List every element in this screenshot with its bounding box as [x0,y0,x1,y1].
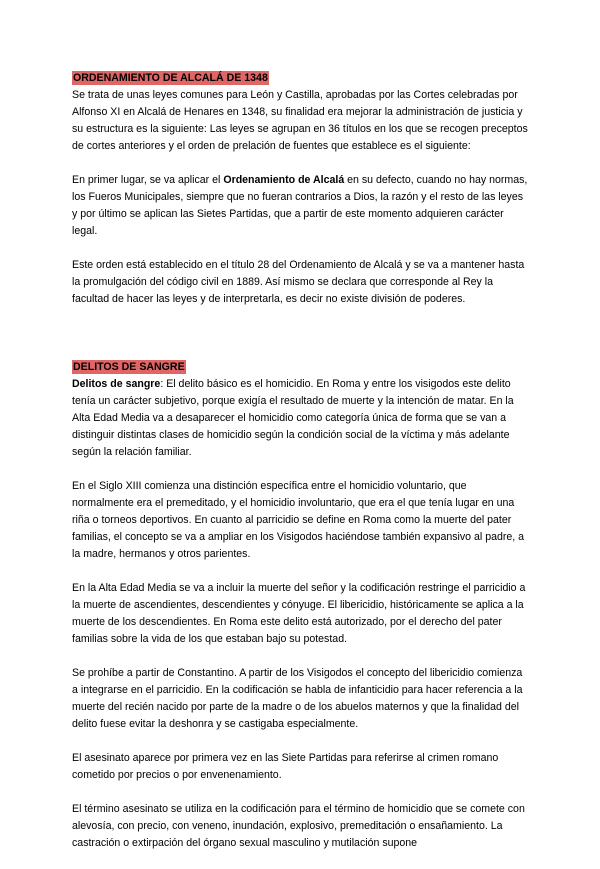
document-page [72,70,530,869]
section-gap [72,325,530,359]
paragraph-text: en su defecto, cuando no hay normas, los Fueros Municipales, siempre que no fueran contrarios a Dios, la razón y el resto de las leyes y por último se aplican las Sietes Partidas, que a partir de este momento adquieren carácter legal. [72,174,528,237]
paragraph: En el Siglo XIII comienza una distinción específica entre el homicidio voluntario, que normalmente era el premeditado, y el homicidio involuntario, que era el que tenía lugar en una riña o torneos deportivos. En cuanto al parricidio se define en Roma como la muerte del pater familias, el concepto se va a ampliar en los Visigodos haciéndose también expansivo al padre, a la madre, hermanos y otros parientes. [72,480,525,560]
section-ordenamiento [72,70,530,308]
paragraph [72,172,530,240]
section-delitos [72,359,530,852]
paragraph-text: : El delito básico es el homicidio. En Roma y entre los visigodos este delito tenía un carácter subjetivo, porque exigía el resultado de muerte y la intención de matar. En la Alta Edad Media va a desaparecer el homicidio como categoría única de forma que se van a distinguir distintas clases de homicidio según la condición social de la víctima y más adelante según la relación familiar. [72,378,514,458]
paragraph: En la Alta Edad Media se va a incluir la muerte del señor y la codificación restringe el parricidio a la muerte de ascendientes, descendientes y cónyuge. El libericidio, históricamente se aplica a la muerte de los descendientes. En Roma este delito está autorizado, por el derecho del pater familias sobre la vida de los que estaban bajo su potestad. [72,582,526,645]
paragraph: Este orden está establecido en el título 28 del Ordenamiento de Alcalá y se va a mantener hasta la promulgación del código civil en 1889. Así mismo se declara que corresponde al Rey la facultad de hacer las leyes y de interpretarla, es decir no existe división de poderes. [72,259,525,305]
bold-term: Ordenamiento de Alcalá [223,174,345,186]
paragraph: Se trata de unas leyes comunes para León y Castilla, aprobadas por las Cortes celebradas por Alfonso XI en Alcalá de Henares en 1348, su finalidad era mejorar la administración de justicia y su estructura es la siguiente: Las leyes se agrupan en 36 títulos en los que se recogen preceptos de cortes anteriores y el orden de prelación de fuentes que establece es el siguiente: [72,89,528,152]
paragraph: El asesinato aparece por primera vez en las Siete Partidas para referirse al crimen romano cometido por precios o por envenenamiento. [72,752,499,781]
paragraph: Se prohíbe a partir de Constantino. A partir de los Visigodos el concepto del libericidio comienza a integrarse en el parricidio. En la codificación se habla de infanticidio para hacer referencia a la muerte del recién nacido por parte de la madre o de los abuelos maternos y que la finalidad del delito fuese evitar la deshonra y se castigaba especialmente. [72,667,523,730]
section-title-delitos: DELITOS DE SANGRE [73,361,185,373]
bold-term: Delitos de sangre [72,378,161,390]
section-title-ordenamiento: ORDENAMIENTO DE ALCALÁ DE 1348 [73,72,268,84]
paragraph: El término asesinato se utiliza en la codificación para el término de homicidio que se comete con alevosía, con precio, con veneno, inundación, explosivo, premeditación o ensañamiento. La castración o extirpación del órgano sexual masculino y mutilación supone [72,803,525,849]
paragraph-text: En primer lugar, se va aplicar el [72,174,224,186]
paragraph [72,376,530,461]
